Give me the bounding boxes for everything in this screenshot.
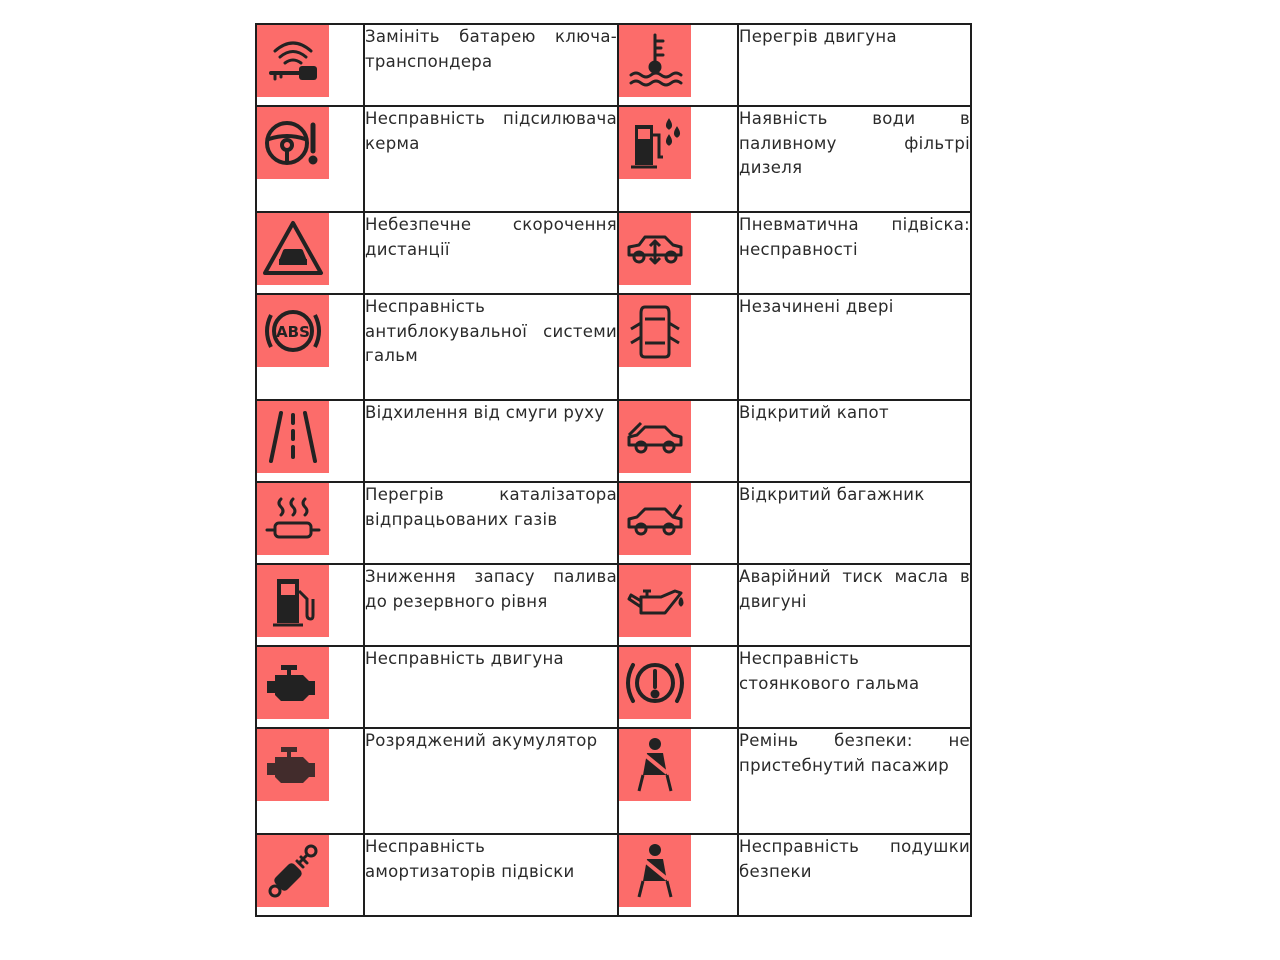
row-label: Небезпечне скорочення дистанції (365, 215, 617, 259)
row-label: Несправність антиблокувальної системи гальм (365, 297, 617, 366)
table-row (256, 834, 971, 916)
table-row (256, 728, 971, 834)
row-label: Перегрів двигуна (739, 27, 897, 46)
row-label: Несправність підсилювача керма (365, 109, 617, 153)
icon-tile (619, 213, 691, 285)
table-row (256, 564, 971, 646)
icon-tile (257, 25, 329, 97)
row-label: Розряджений акумулятор (365, 731, 598, 750)
icon-tile (619, 565, 691, 637)
icon-tile (619, 835, 691, 907)
abs-icon (261, 299, 325, 363)
door-open-icon (623, 299, 687, 363)
air-suspension-icon (623, 217, 687, 281)
row-label: Ремінь безпеки: не пристебнутий пасажир (739, 731, 970, 775)
icon-tile (619, 295, 691, 367)
table-row (256, 482, 971, 564)
row-label: Аварійний тиск масла в двигуні (739, 567, 970, 611)
row-label: Наявність води в паливному фільтрі дизеля (739, 109, 970, 178)
shock-absorber-icon (261, 839, 325, 903)
lane-departure-icon (261, 405, 325, 469)
row-label: Пневматична підвіска: несправності (739, 215, 970, 259)
icon-tile (257, 729, 329, 801)
key-transponder-icon (261, 29, 325, 93)
icon-tile (257, 565, 329, 637)
coolant-temperature-icon (623, 29, 687, 93)
row-label: Несправність подушки безпеки (739, 837, 970, 881)
icon-tile (619, 483, 691, 555)
oil-can-icon (623, 569, 687, 633)
table-row (256, 24, 971, 106)
table-row (256, 646, 971, 728)
row-label: Несправність амортизаторів підвіски (365, 837, 575, 881)
row-label: Відкритий багажник (739, 485, 925, 504)
seatbelt-icon (623, 733, 687, 797)
water-in-fuel-icon (623, 111, 687, 175)
icon-tile (257, 647, 329, 719)
icon-tile (619, 401, 691, 473)
icon-tile (619, 107, 691, 179)
collision-warning-icon (261, 217, 325, 281)
hood-open-icon (623, 405, 687, 469)
icon-tile (619, 729, 691, 801)
icon-tile (257, 401, 329, 473)
table-row (256, 106, 971, 212)
table-row (256, 212, 971, 294)
battery-engine-icon (261, 733, 325, 797)
warning-lights-table (255, 23, 972, 917)
row-label: Перегрів каталізатора відпрацьованих газів (365, 485, 617, 529)
row-label: Несправність двигуна (365, 649, 564, 668)
icon-tile (619, 25, 691, 97)
table-row (256, 294, 971, 400)
icon-tile (619, 647, 691, 719)
parking-brake-icon (623, 651, 687, 715)
row-label: Зниження запасу палива до резервного рівня (365, 567, 617, 611)
trunk-open-icon (623, 487, 687, 551)
row-label: Незачинені двері (739, 297, 894, 316)
icon-tile (257, 835, 329, 907)
svg-text:ABS: ABS (276, 323, 310, 341)
steering-wheel-warning-icon (261, 111, 325, 175)
engine-icon (261, 651, 325, 715)
table-row (256, 400, 971, 482)
icon-tile (257, 295, 329, 367)
fuel-pump-icon (261, 569, 325, 633)
row-label: Відхилення від смуги руху (365, 403, 605, 422)
row-label: Відкритий капот (739, 403, 889, 422)
row-label: Замініть батарею ключа-транспондера (365, 27, 617, 71)
row-label: Несправність стоянкового гальма (739, 649, 920, 693)
catalyst-overheat-icon (261, 487, 325, 551)
icon-tile (257, 213, 329, 285)
icon-tile (257, 107, 329, 179)
icon-tile (257, 483, 329, 555)
airbag-seatbelt-icon (623, 839, 687, 903)
